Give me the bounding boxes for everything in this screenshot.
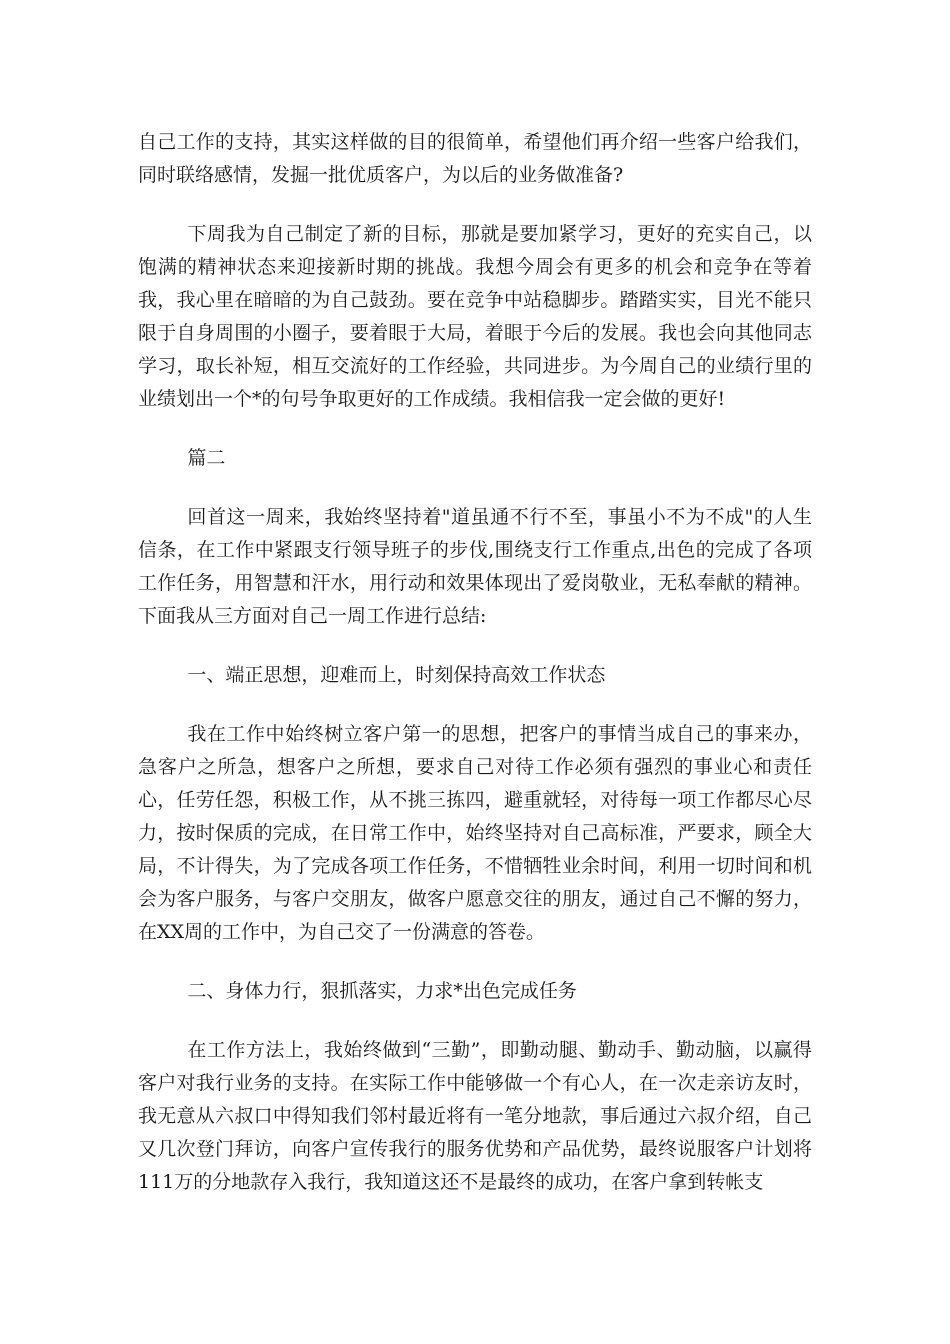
section-heading-part-two: 篇二	[187, 447, 226, 469]
paragraph-review-intro: 回首这一周来，我始终坚持着"道虽通不行不至，事虽小不为不成"的人生信条，在工作中紧跟支行领导班子的步伐,围绕支行工作重点,出色的完成了各项工作任务，用智慧和汗水，用行动和效果体现出了爱岗敬业，无私奉献的精神。下面我从三方面对自己一周工作进行总结:	[138, 506, 812, 627]
document-body	[138, 126, 812, 1225]
subheading-one: 一、端正思想，迎难而上，时刻保持高效工作状态	[187, 664, 606, 686]
paragraph-work-methods: 在工作方法上，我始终做到“三勤”，即勤动腿、勤动手、勤动脑，以赢得客户对我行业务的支持。在实际工作中能够做一个有心人，在一次走亲访友时，我无意从六叔口中得知我们邻村最近将有一笔分地款，事后通过六叔介绍，自己又几次登门拜访，向客户宣传我行的服务优势和产品优势，最终说服客户计划将111万的分地款存入我行，我知道这还不是最终的成功，在客户拿到转帐支	[138, 1039, 812, 1193]
paragraph-continuation: 自己工作的支持，其实这样做的目的很简单，希望他们再介绍一些客户给我们，同时联络感情，发掘一批优质客户，为以后的业务做准备?	[138, 131, 812, 186]
paragraph-customer-first: 我在工作中始终树立客户第一的思想，把客户的事情当成自己的事来办，急客户之所急，想客户之所想，要求自己对待工作必须有强烈的事业心和责任心，任劳任怨，积极工作，从不挑三拣四，避重就轻，对待每一项工作都尽心尽力，按时保质的完成，在日常工作中，始终坚持对自己高标准，严要求，顾全大局，不计得失，为了完成各项工作任务，不惜牺牲业余时间，利用一切时间和机会为客户服务，与客户交朋友，做客户愿意交往的朋友，通过自己不懈的努力，在XX周的工作中，为自己交了一份满意的答卷。	[138, 723, 812, 943]
paragraph-next-week-goals: 下周我为自己制定了新的目标，那就是要加紧学习，更好的充实自己，以饱满的精神状态来迎接新时期的挑战。我想今周会有更多的机会和竞争在等着我，我心里在暗暗的为自己鼓劲。要在竞争中站稳脚步。踏踏实实，目光不能只限于自身周围的小圈子，要着眼于大局，着眼于今后的发展。我也会向其他同志学习，取长补短，相互交流好的工作经验，共同进步。为今周自己的业绩行里的业绩划出一个*的句号争取更好的工作成绩。我相信我一定会做的更好!	[138, 223, 812, 410]
subheading-two: 二、身体力行，狠抓落实，力求*出色完成任务	[187, 980, 577, 1002]
